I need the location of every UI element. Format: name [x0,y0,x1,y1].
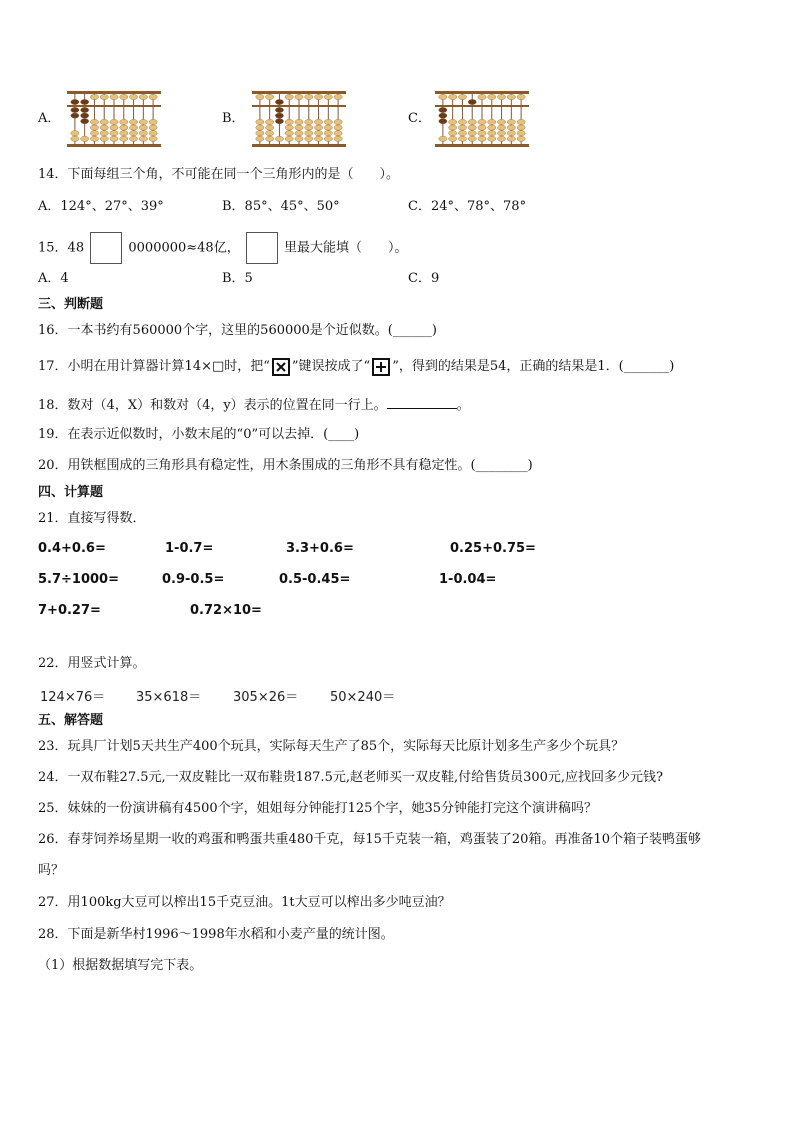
q21-item: 1-0.7= [165,541,214,556]
q17-text [38,355,674,379]
q26-line-1: 26．春芽饲养场星期一收的鸡蛋和鸭蛋共重480千克，每15千克装一箱，鸡蛋装了20箱。再准备10个箱子装鸭蛋够 [38,832,701,847]
q21-title: 21．直接写得数． [38,511,146,526]
option-b-label: B． [222,111,245,126]
q18-text [38,396,470,415]
q19-text: 19．在表示近似数时，小数末尾的“0”可以去掉．(____) [38,427,360,442]
option-a-label: A． [38,111,61,126]
q27-text: 27．用100kg大豆可以榨出15千克豆油。1t大豆可以榨出多少吨豆油？ [38,895,451,910]
q21-item: 0.4+0.6= [38,541,106,556]
abacus-b-icon [251,90,347,148]
q15-box-1 [90,232,122,264]
q17-part-1: 17．小明在用计算器计算14×□时，把“ [38,359,270,374]
q26-line-2: 吗？ [38,863,65,878]
q15-option-c: C．9 [408,271,440,286]
multiply-key-icon [272,358,290,376]
q21-item: 0.72×10= [190,603,262,618]
q22-item: 305×26＝ [233,690,299,705]
plus-key-icon [372,358,390,376]
q17-part-3: ”，得到的结果是54，正确的结果是1．(_______) [392,359,675,374]
q25-text: 25．妹妹的一份演讲稿有4500个字，姐姐每分钟能打125个字，她35分钟能打完这个演讲稿吗？ [38,801,597,816]
q24-text: 24．一双布鞋27.5元,一双皮鞋比一双布鞋贵187.5元,赵老师买一双皮鞋,付给售货员300元,应找回多少元钱? [38,770,664,785]
q16-text: 16．一本书约有560000个字，这里的560000是个近似数。(______) [38,323,437,338]
q18-statement: 18．数对（4，X）和数对（4，y）表示的位置在同一行上。 [38,398,387,413]
section-3-heading: 三、判断题 [38,297,104,312]
q22-item: 50×240＝ [330,690,396,705]
q15-option-b: B．5 [222,271,253,286]
q15-middle: 0000000≈48亿， [128,240,240,256]
q21-item: 5.7÷1000= [38,572,119,587]
abacus-c-icon [434,90,530,148]
q22-item: 124×76＝ [40,690,106,705]
section-5-heading: 五、解答题 [38,713,104,728]
q14-text: 14．下面每组三个角，不可能在同一个三角形内的是（ ）。 [38,167,400,182]
q18-end: 。 [456,398,470,413]
q20-text: 20．用铁框围成的三角形具有稳定性，用木条围成的三角形不具有稳定性。(________) [38,458,533,473]
q15-box-2 [246,232,278,264]
q14-option-b: B．85°、45°、50° [222,199,340,214]
abacus-a-icon [66,90,162,148]
q15-option-a: A．4 [38,271,69,286]
q21-item: 3.3+0.6= [286,541,354,556]
option-c-label: C． [408,111,431,126]
q15-suffix: 里最大能填（ ）。 [284,240,408,256]
q21-item: 1-0.04= [439,572,497,587]
q28-text: 28．下面是新华村1996～1998年水稻和小麦产量的统计图。 [38,927,394,942]
q21-item: 0.5-0.45= [279,572,351,587]
q21-item: 7+0.27= [38,603,101,618]
q21-item: 0.25+0.75= [450,541,536,556]
q14-option-c: C．24°、78°、78° [408,199,527,214]
q22-title: 22．用竖式计算。 [38,656,146,671]
q18-blank [387,396,457,409]
q23-text: 23．玩具厂计划5天共生产400个玩具，实际每天生产了85个，实际每天比原计划多生产多少个玩具？ [38,739,625,754]
section-4-heading: 四、计算题 [38,485,104,500]
q22-item: 35×618＝ [136,690,202,705]
q17-part-2: ”键误按成了“ [291,359,371,374]
q21-item: 0.9-0.5= [162,572,225,587]
q14-option-a: A．124°、27°、39° [38,199,164,214]
q28-sub-1: （1）根据数据填写完下表。 [38,958,203,973]
q15-prefix: 15．48 [38,240,85,256]
q15-text [38,232,408,264]
